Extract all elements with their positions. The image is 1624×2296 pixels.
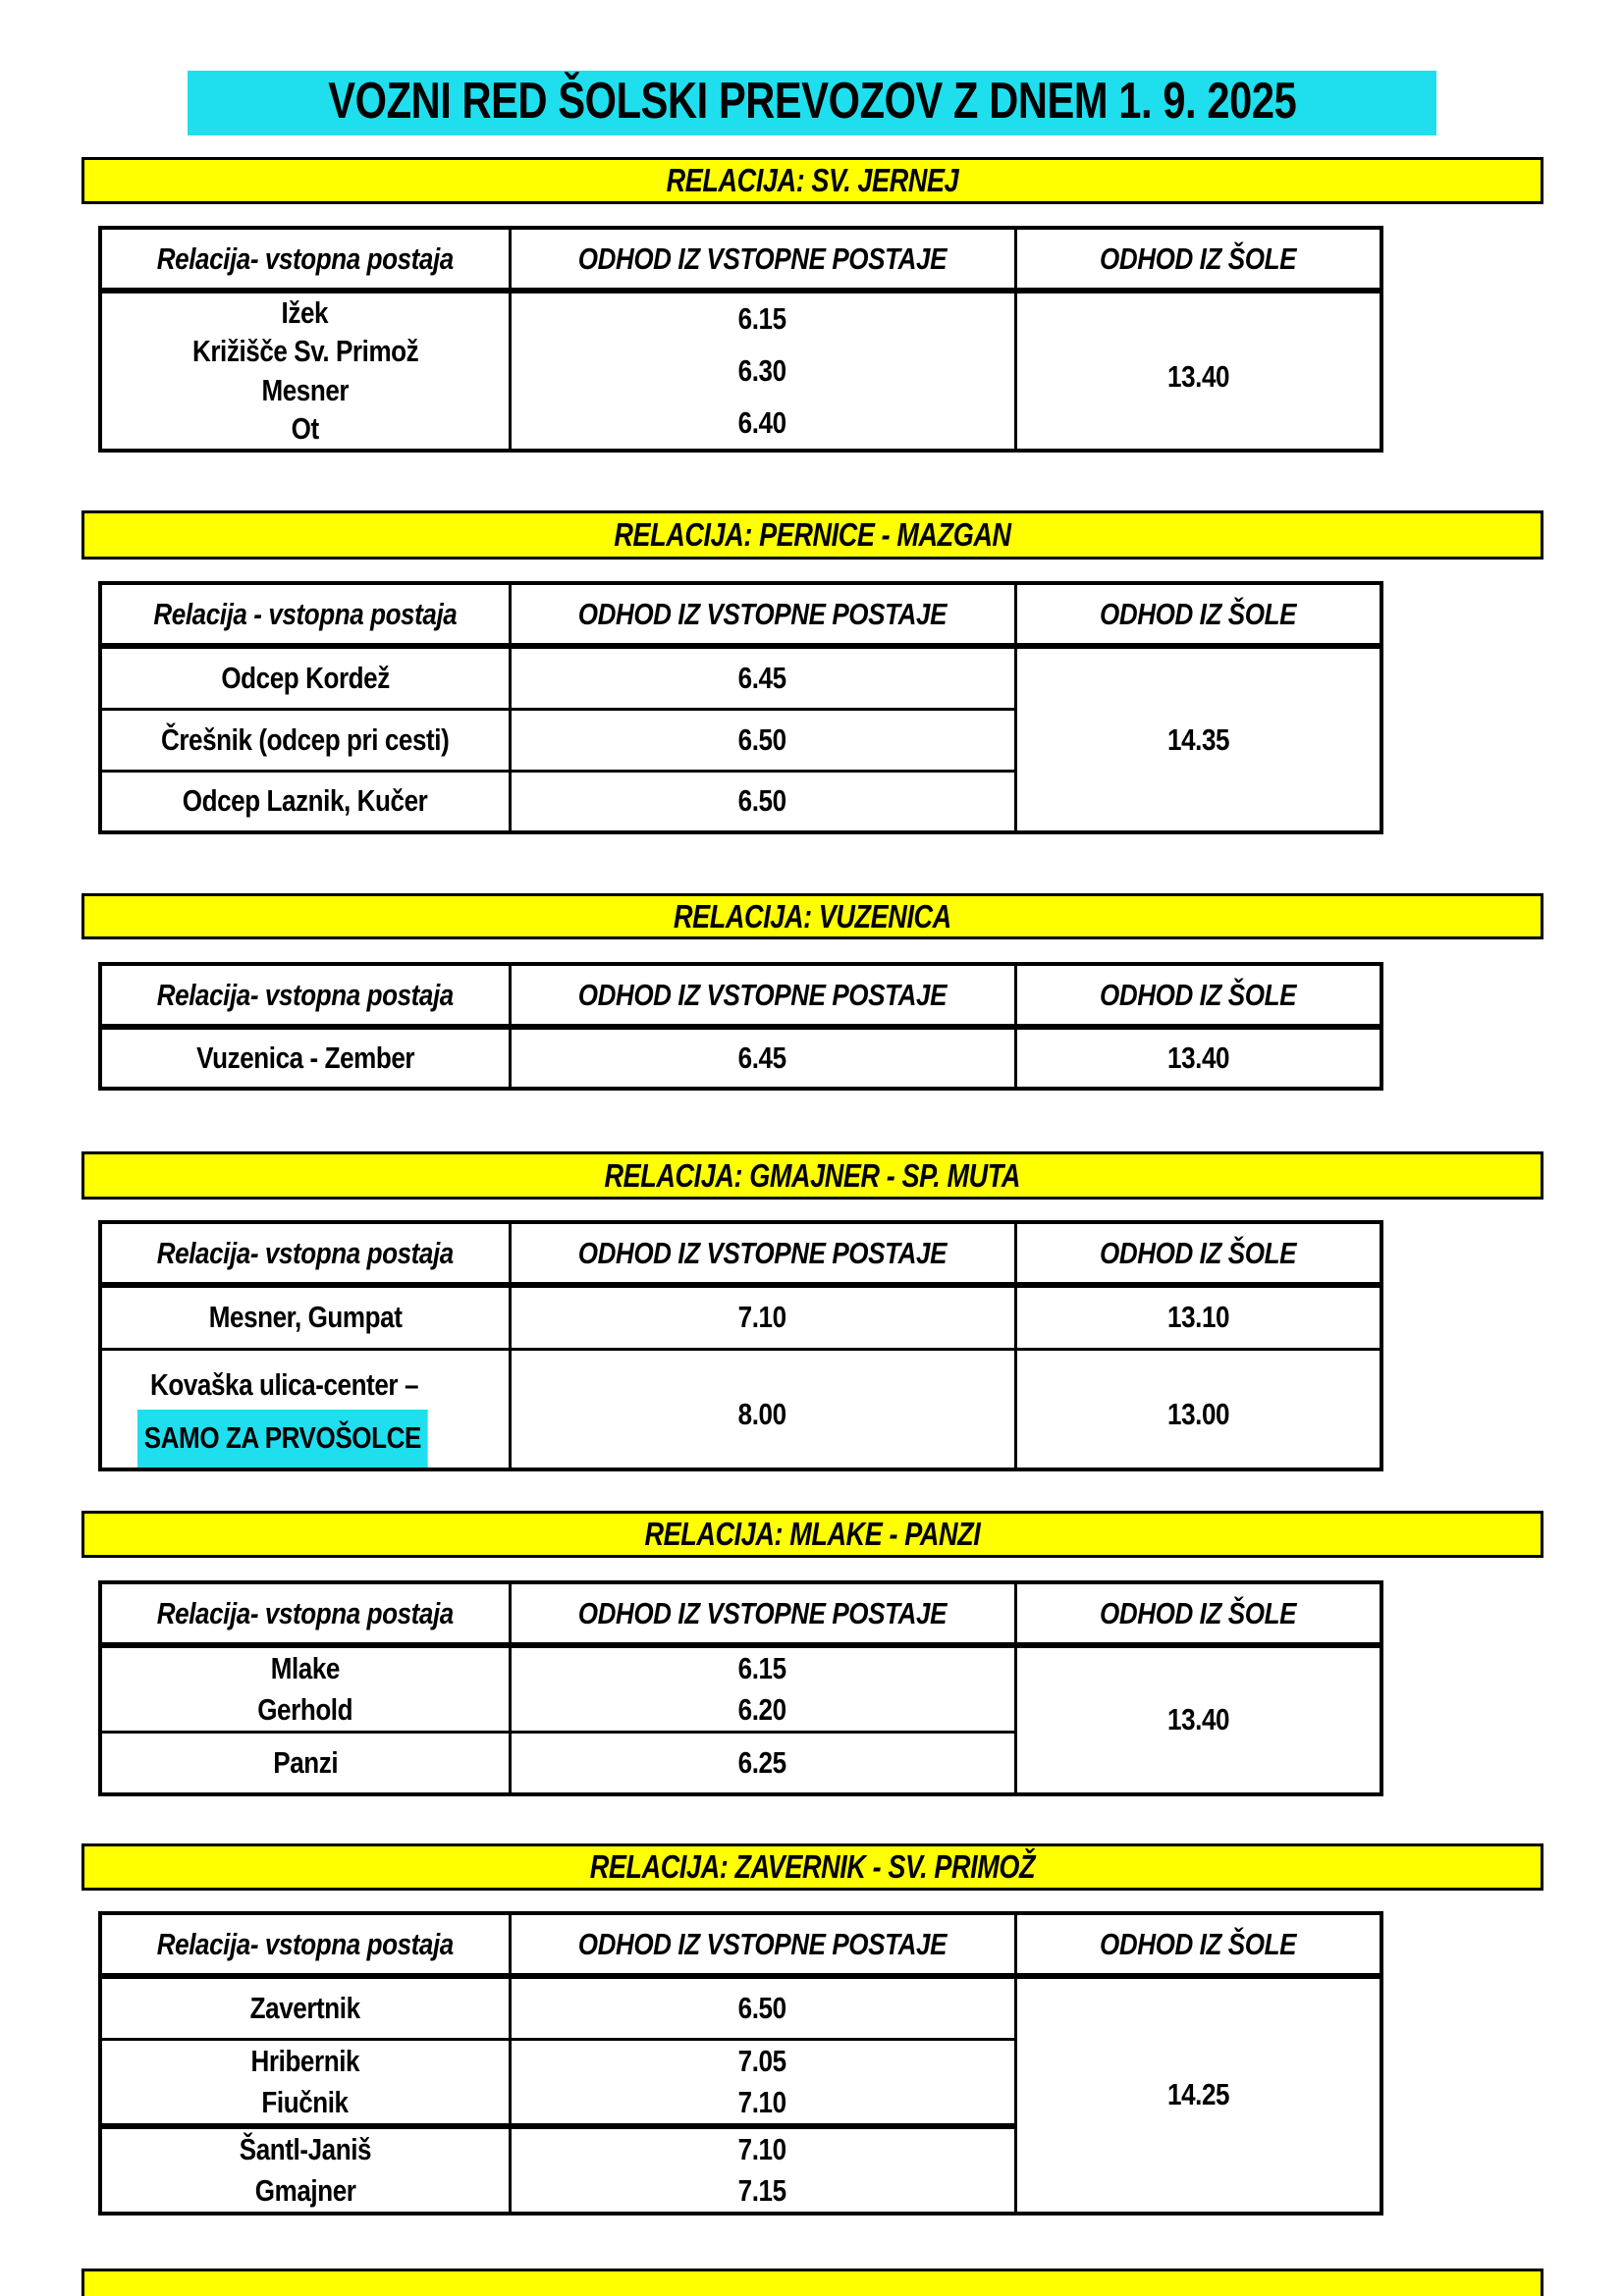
column-header-text: ODHOD IZ ŠOLE	[1100, 1236, 1297, 1270]
cell-line	[512, 2082, 1014, 2123]
departure-time-cell	[510, 2039, 1015, 2126]
column-header-1	[510, 964, 1015, 1027]
cell-text: Fiučnik	[261, 2084, 349, 2119]
cell-line	[512, 1988, 1014, 2029]
cell-content	[102, 1648, 509, 1731]
table-header	[100, 1913, 1381, 1976]
cell-line	[102, 2041, 509, 2082]
school-departure-cell	[1015, 1976, 1381, 2214]
cell-content	[512, 780, 1014, 822]
table-row	[100, 646, 1381, 709]
departure-time-cell	[510, 646, 1015, 709]
cell-line	[102, 780, 509, 822]
cell-line	[102, 1297, 509, 1338]
column-header-text: Relacija- vstopna postaja	[156, 1927, 454, 1961]
cell-content	[512, 2041, 1014, 2123]
section-header-sv-jernej	[81, 157, 1543, 204]
cell-text: 7.15	[737, 2172, 787, 2208]
cell-text: 6.30	[737, 352, 787, 388]
cell-content	[1017, 1699, 1380, 1740]
cell-line	[512, 780, 1014, 822]
table-row	[100, 1285, 1381, 1349]
departure-time-cell	[510, 2126, 1015, 2214]
cell-line	[512, 720, 1014, 761]
cell-line	[102, 658, 509, 699]
stop-name-cell	[100, 1027, 510, 1089]
section-header-text: RELACIJA: PERNICE - MAZGAN	[614, 516, 1011, 553]
departure-time-cell	[510, 291, 1015, 451]
stop-name-cell	[100, 709, 510, 771]
stop-name-cell	[100, 2039, 510, 2126]
departure-time-cell	[510, 1733, 1015, 1794]
school-departure-cell	[1015, 1285, 1381, 1349]
cell-text: Kovaška ulica-center –	[150, 1366, 419, 1402]
cell-line	[1017, 1699, 1380, 1740]
column-header-1	[510, 1222, 1015, 1285]
cell-text: Odcep Laznik, Kučer	[182, 783, 428, 819]
cell-content	[102, 294, 509, 449]
column-header-label	[1017, 966, 1380, 1013]
column-header-text: Relacija- vstopna postaja	[156, 978, 454, 1012]
table-body	[100, 1645, 1381, 1794]
cell-text: 8.00	[737, 1397, 787, 1431]
cell-text: 7.10	[737, 1300, 787, 1335]
cell-content	[102, 2041, 509, 2123]
cell-content	[1017, 345, 1380, 398]
cell-text: Mesner, Gumpat	[208, 1300, 403, 1335]
cell-text: 13.40	[1166, 1702, 1229, 1737]
cell-line	[102, 2082, 509, 2123]
section-header-text: RELACIJA: GMAJNER - SP. MUTA	[604, 1156, 1021, 1194]
column-header-label	[102, 966, 509, 1013]
column-header-text: ODHOD IZ ŠOLE	[1100, 978, 1297, 1012]
column-header-label	[1017, 1915, 1380, 1962]
cell-text: Odcep Kordež	[221, 660, 390, 695]
section-header-vuzenica	[81, 893, 1543, 939]
page-title-text: VOZNI RED ŠOLSKI PREVOZOV Z DNEM 1. 9. 2025	[327, 73, 1297, 130]
section-header-pernice-mazgan	[81, 510, 1543, 560]
cell-line	[102, 1742, 509, 1784]
cell-text: 7.10	[737, 2084, 787, 2119]
column-header-text: ODHOD IZ VSTOPNE POSTAJE	[577, 1927, 947, 1961]
table-row	[100, 291, 1381, 451]
column-header-label	[1017, 230, 1380, 277]
column-header-text: Relacija - vstopna postaja	[153, 597, 458, 631]
cell-text: Črešnik (odcep pri cesti)	[161, 721, 450, 757]
cell-line	[102, 2129, 509, 2170]
cell-line	[1017, 2074, 1380, 2115]
table-row	[100, 1027, 1381, 1089]
stop-name-cell	[100, 1285, 510, 1349]
column-header-text: Relacija- vstopna postaja	[156, 1596, 454, 1630]
column-header-label	[512, 1915, 1014, 1962]
cell-text: 6.20	[737, 1692, 787, 1727]
column-header-label	[512, 230, 1014, 277]
departure-time-cell	[510, 1349, 1015, 1469]
column-header-0	[100, 583, 510, 646]
table-body	[100, 646, 1381, 832]
cell-text: Panzi	[272, 1744, 338, 1780]
table-body	[100, 1285, 1381, 1469]
column-header-1	[510, 583, 1015, 646]
cell-text: 13.40	[1166, 1041, 1229, 1075]
cell-line	[512, 1742, 1014, 1784]
cell-line	[289, 412, 321, 446]
cell-content	[512, 2129, 1014, 2212]
table-header	[100, 228, 1381, 291]
school-departure-cell	[1015, 1645, 1381, 1794]
column-header-text: ODHOD IZ ŠOLE	[1100, 597, 1297, 631]
timetable-gmajner-sp-muta	[98, 1220, 1383, 1471]
cell-content	[102, 720, 509, 761]
cell-text: Ot	[291, 411, 319, 447]
column-header-text: ODHOD IZ ŠOLE	[1100, 241, 1297, 276]
section-header-text: RELACIJA: VUZENICA	[674, 897, 951, 934]
cell-line	[512, 2041, 1014, 2082]
column-header-0	[100, 964, 510, 1027]
column-header-label	[512, 1584, 1014, 1631]
table-row	[100, 1976, 1381, 2039]
column-header-0	[100, 228, 510, 291]
cell-content	[512, 294, 1014, 449]
column-header-1	[510, 1582, 1015, 1645]
cell-line	[1017, 720, 1380, 761]
column-header-label	[1017, 1584, 1380, 1631]
timetable-zavernik-sv-primoz	[98, 1911, 1383, 2216]
school-departure-cell	[1015, 291, 1381, 451]
column-header-label	[102, 1224, 509, 1271]
column-header-text: Relacija- vstopna postaja	[156, 241, 454, 276]
cell-content	[512, 658, 1014, 699]
stop-name-cell	[100, 1976, 510, 2039]
table-body	[100, 1027, 1381, 1089]
timetable-vuzenica	[98, 962, 1383, 1091]
cell-content	[102, 1297, 509, 1338]
cell-text: 6.50	[737, 1990, 787, 2025]
header-row	[100, 1222, 1381, 1285]
table-body	[100, 1976, 1381, 2214]
table-row	[100, 1349, 1381, 1469]
cell-text: 6.15	[737, 301, 787, 337]
table-header	[100, 583, 1381, 646]
cell-content	[1017, 1038, 1380, 1079]
column-header-label	[102, 585, 509, 632]
cell-line	[512, 1038, 1014, 1079]
page-title-highlight	[188, 71, 1437, 135]
cell-line	[112, 1361, 509, 1410]
cell-line	[102, 1648, 509, 1689]
header-row	[100, 1913, 1381, 1976]
timetable-sv-jernej	[98, 226, 1383, 453]
cell-line	[102, 2170, 509, 2212]
section-header-cutoff-bar	[81, 2269, 1543, 2296]
cell-line	[733, 302, 790, 336]
header-row	[100, 228, 1381, 291]
column-header-0	[100, 1913, 510, 1976]
cell-content	[102, 1742, 509, 1784]
cell-content	[1017, 2074, 1380, 2115]
departure-time-cell	[510, 1976, 1015, 2039]
column-header-text: ODHOD IZ VSTOPNE POSTAJE	[577, 597, 947, 631]
cell-content	[1017, 1382, 1380, 1435]
column-header-1	[510, 1913, 1015, 1976]
school-departure-cell	[1015, 1027, 1381, 1089]
cell-text: Vuzenica - Zember	[195, 1041, 414, 1075]
cell-content	[512, 1988, 1014, 2029]
section-header-zavernik-sv-primoz	[81, 1843, 1543, 1891]
cell-content	[102, 1988, 509, 2029]
cell-text: Hribernik	[250, 2043, 360, 2078]
cell-line	[102, 720, 509, 761]
departure-time-cell	[510, 1027, 1015, 1089]
column-header-label	[102, 1584, 509, 1631]
column-header-0	[100, 1582, 510, 1645]
cell-content	[102, 2129, 509, 2212]
cell-content	[512, 1382, 1014, 1435]
cell-text: Mesner	[261, 372, 350, 407]
cell-content	[512, 720, 1014, 761]
cell-content	[512, 1297, 1014, 1338]
table-header	[100, 1222, 1381, 1285]
departure-time-cell	[510, 709, 1015, 771]
school-departure-cell	[1015, 646, 1381, 832]
cell-line	[512, 1689, 1014, 1731]
section-header-text: RELACIJA: MLAKE - PANZI	[644, 1516, 981, 1552]
cell-text: Gmajner	[254, 2172, 356, 2208]
column-header-2	[1015, 1222, 1381, 1285]
column-header-text: ODHOD IZ VSTOPNE POSTAJE	[577, 1596, 947, 1630]
table-header	[100, 1582, 1381, 1645]
column-header-label	[512, 1224, 1014, 1271]
cell-line	[1017, 356, 1380, 398]
column-header-label	[1017, 1224, 1380, 1271]
departure-time-cell	[510, 771, 1015, 832]
cell-line	[277, 296, 333, 330]
cell-line	[1017, 1297, 1380, 1338]
column-header-2	[1015, 1582, 1381, 1645]
cell-line	[171, 335, 440, 368]
stop-name-cell	[100, 2126, 510, 2214]
table-row	[100, 1645, 1381, 1733]
column-header-text: ODHOD IZ VSTOPNE POSTAJE	[577, 241, 947, 276]
departure-time-cell	[510, 1645, 1015, 1733]
stop-name-cell	[100, 646, 510, 709]
cell-content	[102, 1351, 509, 1468]
cell-line	[112, 1410, 509, 1468]
timetable-pernice-mazgan	[98, 581, 1383, 834]
stop-name-cell	[100, 1645, 510, 1733]
cell-text: Mlake	[270, 1651, 340, 1685]
cell-line	[733, 406, 790, 440]
column-header-2	[1015, 583, 1381, 646]
cell-line	[512, 658, 1014, 699]
cell-text: 7.10	[737, 2131, 787, 2166]
school-departure-cell	[1015, 1349, 1381, 1469]
cell-line	[512, 1394, 1014, 1435]
departure-time-cell	[510, 1285, 1015, 1349]
column-header-label	[512, 966, 1014, 1013]
cell-text: 13.40	[1166, 359, 1229, 394]
column-header-text: ODHOD IZ VSTOPNE POSTAJE	[577, 978, 947, 1012]
cell-line	[253, 374, 357, 407]
cell-line	[102, 1689, 509, 1731]
cell-text: Ižek	[281, 294, 329, 330]
column-header-0	[100, 1222, 510, 1285]
column-header-text: ODHOD IZ VSTOPNE POSTAJE	[577, 1236, 947, 1270]
stop-name-cell	[100, 1733, 510, 1794]
table-body	[100, 291, 1381, 451]
cell-content	[512, 1648, 1014, 1731]
cell-line	[512, 1297, 1014, 1338]
cell-line	[512, 1648, 1014, 1689]
cell-text: 6.45	[737, 1041, 787, 1075]
column-header-2	[1015, 1913, 1381, 1976]
cell-text: 13.10	[1166, 1300, 1229, 1335]
cell-content	[102, 780, 509, 822]
cell-content	[102, 658, 509, 699]
stop-name-cell	[100, 1349, 510, 1469]
column-header-2	[1015, 964, 1381, 1027]
column-header-text: ODHOD IZ ŠOLE	[1100, 1596, 1297, 1630]
section-header-gmajner-sp-muta	[81, 1151, 1543, 1200]
column-header-1	[510, 228, 1015, 291]
cell-content	[512, 1742, 1014, 1784]
cell-text: Šantl-Janiš	[239, 2131, 371, 2166]
cell-text: 6.50	[737, 783, 787, 819]
cell-content	[1017, 720, 1380, 761]
section-header-mlake-panzi	[81, 1511, 1543, 1558]
column-header-label	[512, 585, 1014, 632]
column-header-label	[1017, 585, 1380, 632]
cell-line	[102, 1038, 509, 1079]
cell-text: Gerhold	[257, 1692, 353, 1727]
column-header-label	[102, 1915, 509, 1962]
cell-line	[512, 2170, 1014, 2212]
section-header-text: RELACIJA: ZAVERNIK - SV. PRIMOŽ	[589, 1848, 1036, 1885]
cell-line	[512, 2129, 1014, 2170]
column-header-text: Relacija- vstopna postaja	[156, 1236, 454, 1270]
timetable-mlake-panzi	[98, 1580, 1383, 1796]
cell-text: Zavertnik	[249, 1990, 360, 2025]
cell-text: 6.50	[737, 721, 787, 757]
cell-text: Križišče Sv. Primož	[191, 334, 418, 369]
cell-content	[1017, 1297, 1380, 1338]
header-row	[100, 583, 1381, 646]
highlight-note: SAMO ZA PRVOŠOLCE	[137, 1410, 428, 1468]
header-row	[100, 964, 1381, 1027]
stop-name-cell	[100, 771, 510, 832]
column-header-2	[1015, 228, 1381, 291]
table-header	[100, 964, 1381, 1027]
column-header-text: ODHOD IZ ŠOLE	[1100, 1927, 1297, 1961]
cell-line	[102, 1988, 509, 2029]
cell-text: 6.15	[737, 1651, 787, 1685]
cell-content	[102, 1038, 509, 1079]
cell-text: 14.25	[1166, 2077, 1229, 2112]
cell-text: 6.45	[737, 660, 787, 695]
cell-content	[512, 1038, 1014, 1079]
stop-name-cell	[100, 291, 510, 451]
column-header-label	[102, 230, 509, 277]
cell-text: 13.00	[1166, 1397, 1229, 1431]
cell-line	[1017, 1394, 1380, 1435]
page-title	[0, 71, 1624, 135]
cell-line	[733, 354, 790, 388]
section-header-text: RELACIJA: SV. JERNEJ	[666, 162, 959, 198]
header-row	[100, 1582, 1381, 1645]
cell-text: 6.25	[737, 1744, 787, 1780]
cell-text: 14.35	[1166, 721, 1229, 757]
cell-line	[1017, 1038, 1380, 1079]
cell-text: 7.05	[737, 2043, 787, 2078]
cell-text: 6.40	[737, 404, 787, 440]
